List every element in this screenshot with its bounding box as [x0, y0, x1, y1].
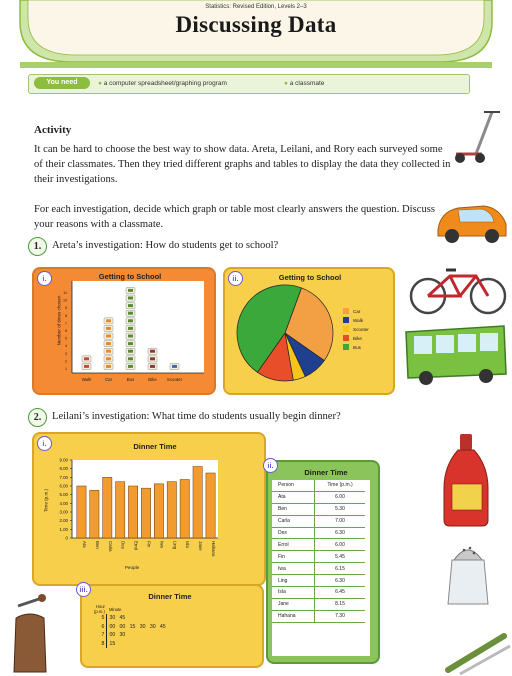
bar-y-tick-label: 8.00 [59, 466, 68, 472]
q1-graph-ii-title: Getting to School [278, 273, 342, 282]
bus-illustration [400, 322, 512, 388]
activity-paragraph-2: For each investigation, decide which graph or table most clearly answers the question. Discuss your reasons with a classmate. [34, 204, 435, 230]
pictograph-y-tick: 8 [65, 313, 67, 318]
dinner-bar [167, 482, 176, 538]
stemleaf-leaves: 00 30 [109, 632, 126, 639]
table-cell-person: Des [272, 527, 315, 539]
you-need-item: ● a classmate [284, 80, 325, 87]
series-line: Statistics: Revised Edition, Levels 2–3 [205, 4, 307, 10]
pictograph-y-tick: 9 [65, 306, 67, 311]
table-header-row [272, 480, 365, 491]
picto-icon-fill [128, 357, 133, 360]
stemleaf-leaves: 00 00 15 30 30 45 [109, 623, 166, 630]
q1-pie-chart [223, 267, 391, 391]
picto-icon-fill [106, 357, 111, 360]
picto-icon-fill [150, 350, 155, 353]
pictograph-y-tick: 7 [65, 321, 67, 326]
stemleaf-stem: 6 [92, 623, 107, 632]
dinner-bar [141, 488, 150, 538]
table-cell-person: Fin [272, 551, 315, 563]
stemleaf-row [92, 631, 168, 640]
stemleaf-stem: 5 [92, 614, 107, 623]
car-illustration [432, 190, 512, 250]
scooter-illustration [452, 108, 512, 168]
picto-icon-fill [128, 289, 133, 292]
picto-icon-fill [150, 365, 155, 368]
picto-icon-fill [106, 327, 111, 330]
table-row [272, 515, 365, 527]
dinner-bar-category-label: Jane [198, 541, 204, 551]
pictograph-category-label: Scooter [166, 377, 183, 382]
table-cell-time: 6.45 [315, 587, 366, 599]
pie-legend-swatch [343, 326, 349, 332]
bar-y-tick-label: 1.00 [59, 526, 68, 532]
table-row [272, 598, 365, 610]
bar-y-tick-label: 9.00 [59, 457, 68, 463]
pictograph-plot-area [72, 281, 204, 373]
picto-icon-fill [128, 350, 133, 353]
table-cell-person: Carla [272, 515, 315, 527]
pie-legend-swatch [343, 317, 349, 323]
picto-icon-fill [128, 297, 133, 300]
bar-y-tick-label: 0 [65, 535, 68, 541]
salt-shaker-illustration [440, 538, 496, 608]
picto-icon-fill [106, 365, 111, 368]
you-need-item: ● a computer spreadsheet/graphing program [98, 80, 227, 87]
table-cell-person: Iwa [272, 563, 315, 575]
q2-table-ii-badge: ii. [263, 458, 278, 473]
you-need-label: You need [34, 77, 90, 89]
pictograph-y-tick: 11 [63, 291, 67, 295]
table-cell-time: 5.45 [315, 551, 366, 563]
table-cell-person: Ben [272, 503, 315, 515]
pie-legend-label: Bike [353, 336, 362, 341]
table-cell-time: 5.30 [315, 503, 366, 515]
picto-icon-fill [128, 327, 133, 330]
table-cell-person: Ata [272, 491, 315, 503]
table-row [272, 587, 365, 599]
table-cell-person: Ling [272, 575, 315, 587]
q2-graph-i-xlabel: People [124, 565, 140, 570]
dinner-bar-category-label: Ben [94, 541, 100, 549]
picto-icon-fill [106, 350, 111, 353]
q2-stemleaf-iii-title: Dinner Time [148, 592, 192, 601]
table-row [272, 563, 365, 575]
pictograph-category-label: Bus [126, 377, 135, 382]
pie-legend-swatch [343, 344, 349, 350]
activity-paragraph-1: It can be hard to choose the best way to show data. Areta, Leilani, and Rory each surveyed some of their classmates. Then they tried different graphs and tables to display the data they collected in their investigations. [34, 144, 451, 185]
pictograph-category-label: Walk [81, 377, 92, 382]
dinner-bar [180, 480, 189, 539]
pie-legend-label: Scooter [353, 327, 369, 332]
table-cell-time: 6.00 [315, 539, 366, 551]
q1-graph-i-ylabel: Number of times chosen [56, 295, 62, 346]
picto-icon-fill [128, 342, 133, 345]
q1-graph-i-badge: i. [37, 271, 52, 286]
q1-pictograph [32, 267, 212, 391]
table-cell-time: 6.00 [315, 491, 366, 503]
tomato-sauce-bottle-illustration [438, 432, 494, 528]
pictograph-y-tick: 10 [63, 298, 67, 303]
stemleaf-header [92, 604, 168, 614]
table-row [272, 575, 365, 587]
table-row [272, 551, 365, 563]
dinner-bar [206, 473, 215, 538]
picto-icon-fill [128, 304, 133, 307]
bicycle-illustration [404, 260, 512, 318]
dinner-bar-category-label: Errol [133, 541, 139, 551]
q2-table-ii-title: Dinner Time [304, 468, 348, 477]
stemleaf-row [92, 614, 168, 623]
dinner-bar [103, 477, 112, 538]
stem-leaf-plot [92, 604, 168, 648]
table-cell-time: 6.30 [315, 527, 366, 539]
picto-icon-fill [172, 365, 177, 368]
dinner-bar [128, 486, 137, 538]
dinner-time-table [272, 480, 365, 623]
picto-icon-fill [106, 335, 111, 338]
dinner-bar [193, 467, 202, 539]
pictograph-y-tick: 4 [65, 344, 67, 349]
pie-legend-swatch [343, 335, 349, 341]
pie-legend-swatch [343, 308, 349, 314]
stemleaf-header-minute: Minute [108, 606, 122, 612]
stemleaf-header-hour: Hour (p.m.) [94, 604, 105, 614]
pictograph-y-tick: 3 [65, 351, 67, 356]
table-cell-person: Isla [272, 587, 315, 599]
stemleaf-leaves: 30 45 [109, 615, 126, 622]
pictograph-y-tick: 6 [65, 329, 67, 333]
table-cell-time: 6.30 [315, 575, 366, 587]
dinner-bar [116, 482, 125, 538]
bar-y-tick-label: 6.00 [59, 483, 68, 489]
picto-icon-fill [128, 319, 133, 322]
q2-bar-chart [32, 432, 262, 582]
question-2-number: 2. [28, 408, 47, 427]
picto-icon-fill [128, 335, 133, 338]
picto-icon-fill [128, 312, 133, 315]
table-cell-time: 7.30 [315, 610, 366, 622]
q1-graph-i-title: Getting to School [98, 272, 162, 281]
question-2-text: Leilani’s investigation: What time do students usually begin dinner? [52, 411, 341, 422]
q2-graph-i-badge: i. [37, 436, 52, 451]
dinner-bar [154, 484, 163, 538]
table-row [272, 610, 365, 622]
pictograph-category-label: Car [104, 377, 113, 382]
table-row [272, 491, 365, 503]
page-title: Discussing Data [175, 12, 337, 37]
picto-icon-fill [106, 342, 111, 345]
table-row [272, 539, 365, 551]
q2-stemleaf-iii-badge: iii. [76, 582, 91, 597]
bar-y-tick-label: 2.00 [59, 518, 68, 524]
picto-icon-fill [106, 319, 111, 322]
table-cell-time: 8.15 [315, 598, 366, 610]
stemleaf-row [92, 640, 168, 649]
stemleaf-stem: 8 [92, 640, 107, 649]
pictograph-y-tick: 2 [65, 359, 67, 364]
dinner-bar-category-label: Ata [81, 541, 87, 548]
table-cell-time: 7.00 [315, 515, 366, 527]
dinner-bar-category-label: Fin [146, 541, 152, 548]
dinner-bar [77, 486, 86, 538]
q2-graph-i-ylabel: Time (p.m.) [43, 488, 49, 513]
dinner-bar-category-label: Isla [185, 541, 191, 548]
stemleaf-stem: 7 [92, 631, 107, 640]
pictograph-y-tick: 1 [65, 367, 67, 371]
table-cell-person: Hahana [272, 610, 315, 622]
pie-legend-label: Walk [353, 318, 364, 323]
dinner-bar-category-label: Ling [172, 541, 178, 550]
activity-heading: Activity [34, 124, 72, 136]
table-cell-person: Jane [272, 598, 315, 610]
table-row [272, 527, 365, 539]
bar-y-tick-label: 3.00 [59, 509, 68, 515]
picto-icon-fill [128, 365, 133, 368]
stemleaf-leaves: 15 [109, 640, 116, 647]
table-header-time: Time (p.m.) [315, 480, 366, 491]
pictograph-y-tick: 5 [65, 336, 67, 341]
q2-table-body [272, 480, 370, 656]
pictograph-category-label: Bike [148, 377, 157, 382]
stemleaf-row [92, 623, 168, 632]
table-cell-person: Errol [272, 539, 315, 551]
q1-graph-ii-badge: ii. [228, 271, 243, 286]
picto-icon-fill [84, 357, 89, 360]
bar-y-tick-label: 4.00 [59, 500, 68, 506]
dinner-bar [90, 490, 99, 538]
picto-icon-fill [150, 357, 155, 360]
table-row [272, 503, 365, 515]
dinner-bar-category-label: Des [120, 541, 126, 549]
picto-icon-fill [84, 365, 89, 368]
dinner-bar-category-label: Hahana [211, 541, 217, 557]
cutlery-illustration [440, 626, 512, 676]
dinner-bar-category-label: Carla [107, 541, 113, 552]
dinner-bar-category-label: Iwa [159, 541, 165, 548]
pie-legend-label: Car [353, 309, 361, 314]
you-need-bar [28, 74, 470, 94]
pepper-grinder-illustration [2, 592, 58, 676]
question-1-number: 1. [28, 237, 47, 256]
table-header-person: Person [272, 480, 315, 491]
bar-y-tick-label: 7.00 [59, 474, 68, 480]
table-cell-time: 6.15 [315, 563, 366, 575]
question-1-text: Areta’s investigation: How do students get to school? [52, 240, 279, 251]
pie-legend-label: Bus [353, 345, 361, 350]
bar-y-tick-label: 5.00 [59, 492, 68, 498]
q2-graph-i-title: Dinner Time [133, 442, 177, 451]
